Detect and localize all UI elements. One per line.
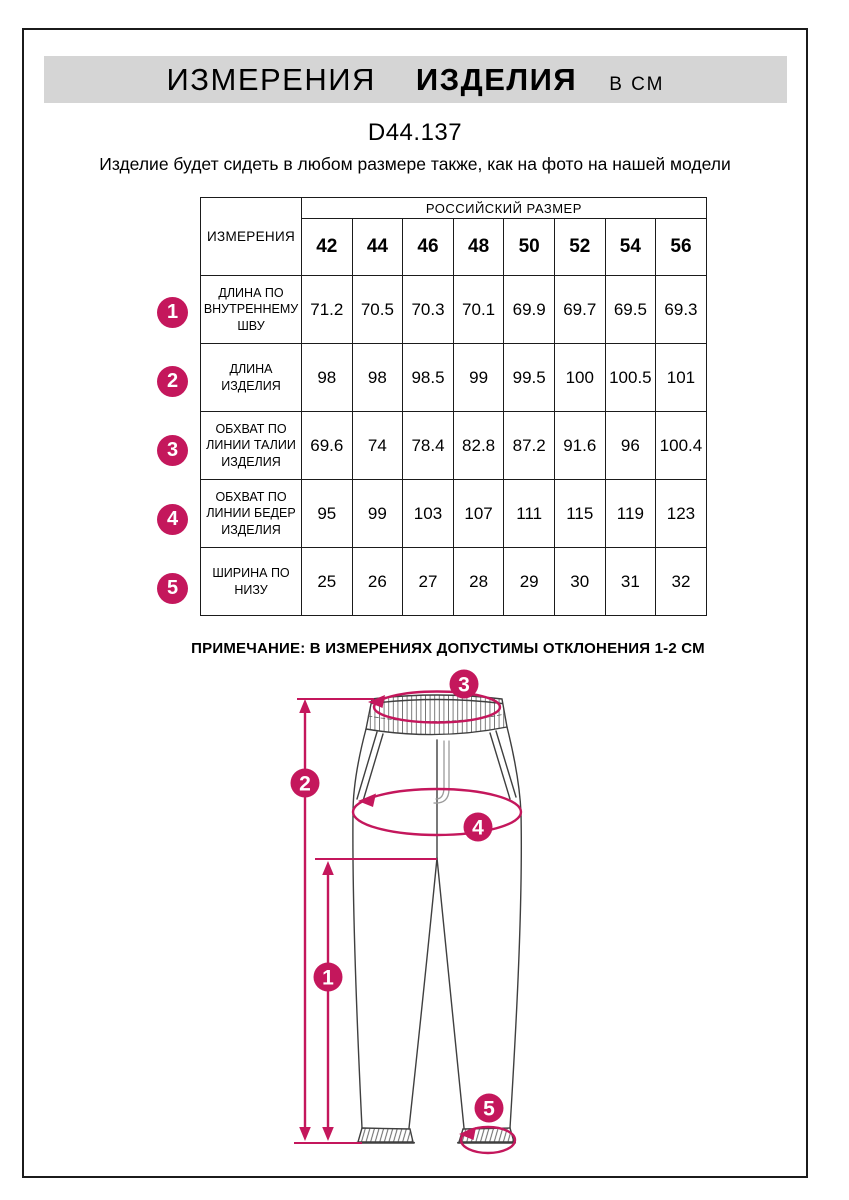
size-header: 46 [403, 219, 454, 276]
value-cell: 123 [656, 480, 707, 548]
value-cell: 98.5 [403, 344, 454, 412]
table-row [201, 344, 707, 412]
measure-column-header: ИЗМЕРЕНИЯ [201, 198, 302, 276]
value-cell: 71.2 [302, 276, 353, 344]
table-row [201, 480, 707, 548]
title-units: В СМ [609, 74, 665, 95]
value-cell: 69.9 [504, 276, 555, 344]
value-cell: 70.5 [352, 276, 403, 344]
measurements-table [200, 197, 707, 616]
value-cell: 69.6 [302, 412, 353, 480]
svg-text:4: 4 [472, 816, 484, 840]
row-label: ШИРИНА ПО НИЗУ [201, 548, 302, 616]
value-cell: 26 [352, 548, 403, 616]
value-cell: 98 [302, 344, 353, 412]
drawstring [434, 741, 449, 803]
pants-sketch [353, 695, 521, 1143]
value-cell: 100.4 [656, 412, 707, 480]
title-bar [44, 56, 787, 103]
row-number-badge: 2 [157, 366, 188, 397]
waistband [366, 695, 507, 735]
row-number-badge: 5 [157, 573, 188, 604]
size-header: 44 [352, 219, 403, 276]
fit-subtitle: Изделие будет сидеть в любом размере также, как на фото на нашей модели [99, 154, 731, 174]
value-cell: 95 [302, 480, 353, 548]
table-row [201, 412, 707, 480]
value-cell: 101 [656, 344, 707, 412]
note-text: ПРИМЕЧАНИЕ: В ИЗМЕРЕНИЯХ ДОПУСТИМЫ ОТКЛОНЕНИЯ 1-2 СМ [191, 640, 705, 657]
value-cell: 25 [302, 548, 353, 616]
value-cell: 98 [352, 344, 403, 412]
value-cell: 119 [605, 480, 656, 548]
value-cell: 99 [352, 480, 403, 548]
size-header: 52 [554, 219, 605, 276]
value-cell: 69.7 [554, 276, 605, 344]
value-cell: 74 [352, 412, 403, 480]
inseam-arrow-1 [315, 859, 437, 1141]
value-cell: 82.8 [453, 412, 504, 480]
right-inseam [437, 858, 464, 1128]
left-cuff [358, 1128, 413, 1142]
table-row [201, 276, 707, 344]
value-cell: 99.5 [504, 344, 555, 412]
value-cell: 31 [605, 548, 656, 616]
size-header: 56 [656, 219, 707, 276]
value-cell: 70.3 [403, 276, 454, 344]
size-header: 48 [453, 219, 504, 276]
value-cell: 100 [554, 344, 605, 412]
measurement-annotations [291, 670, 522, 1154]
row-label: ОБХВАТ ПО ЛИНИИ ТАЛИИ ИЗДЕЛИЯ [201, 412, 302, 480]
value-cell: 78.4 [403, 412, 454, 480]
table-row [201, 548, 707, 616]
pants-measurement-diagram [280, 660, 590, 1170]
value-cell: 96 [605, 412, 656, 480]
title-measurements: ИЗМЕРЕНИЯ [166, 62, 376, 97]
row-number-badge: 4 [157, 504, 188, 535]
row-label: ДЛИНА ПО ВНУТРЕННЕМУ ШВУ [201, 276, 302, 344]
value-cell: 91.6 [554, 412, 605, 480]
value-cell: 69.3 [656, 276, 707, 344]
value-cell: 69.5 [605, 276, 656, 344]
diagram-markers [291, 670, 504, 1123]
svg-text:5: 5 [483, 1097, 495, 1121]
value-cell: 32 [656, 548, 707, 616]
value-cell: 115 [554, 480, 605, 548]
value-cell: 103 [403, 480, 454, 548]
value-cell: 87.2 [504, 412, 555, 480]
value-cell: 111 [504, 480, 555, 548]
value-cell: 70.1 [453, 276, 504, 344]
length-arrow-2 [297, 699, 374, 1141]
svg-text:1: 1 [322, 966, 334, 990]
row-number-badge: 3 [157, 435, 188, 466]
product-code: D44.137 [367, 119, 463, 146]
value-cell: 100.5 [605, 344, 656, 412]
table-header-group-row [201, 198, 707, 219]
row-label: ДЛИНА ИЗДЕЛИЯ [201, 344, 302, 412]
size-header: 54 [605, 219, 656, 276]
title-product: ИЗДЕЛИЯ [415, 62, 578, 97]
value-cell: 28 [453, 548, 504, 616]
svg-text:3: 3 [458, 673, 470, 697]
value-cell: 30 [554, 548, 605, 616]
value-cell: 27 [403, 548, 454, 616]
value-cell: 29 [504, 548, 555, 616]
right-side-seam [507, 727, 521, 1128]
row-number-badge: 1 [157, 297, 188, 328]
value-cell: 107 [453, 480, 504, 548]
row-label: ОБХВАТ ПО ЛИНИИ БЕДЕР ИЗДЕЛИЯ [201, 480, 302, 548]
left-inseam [409, 858, 437, 1128]
size-header: 42 [302, 219, 353, 276]
svg-text:2: 2 [299, 772, 311, 796]
size-group-header: РОССИЙСКИЙ РАЗМЕР [302, 198, 707, 219]
size-header: 50 [504, 219, 555, 276]
value-cell: 99 [453, 344, 504, 412]
